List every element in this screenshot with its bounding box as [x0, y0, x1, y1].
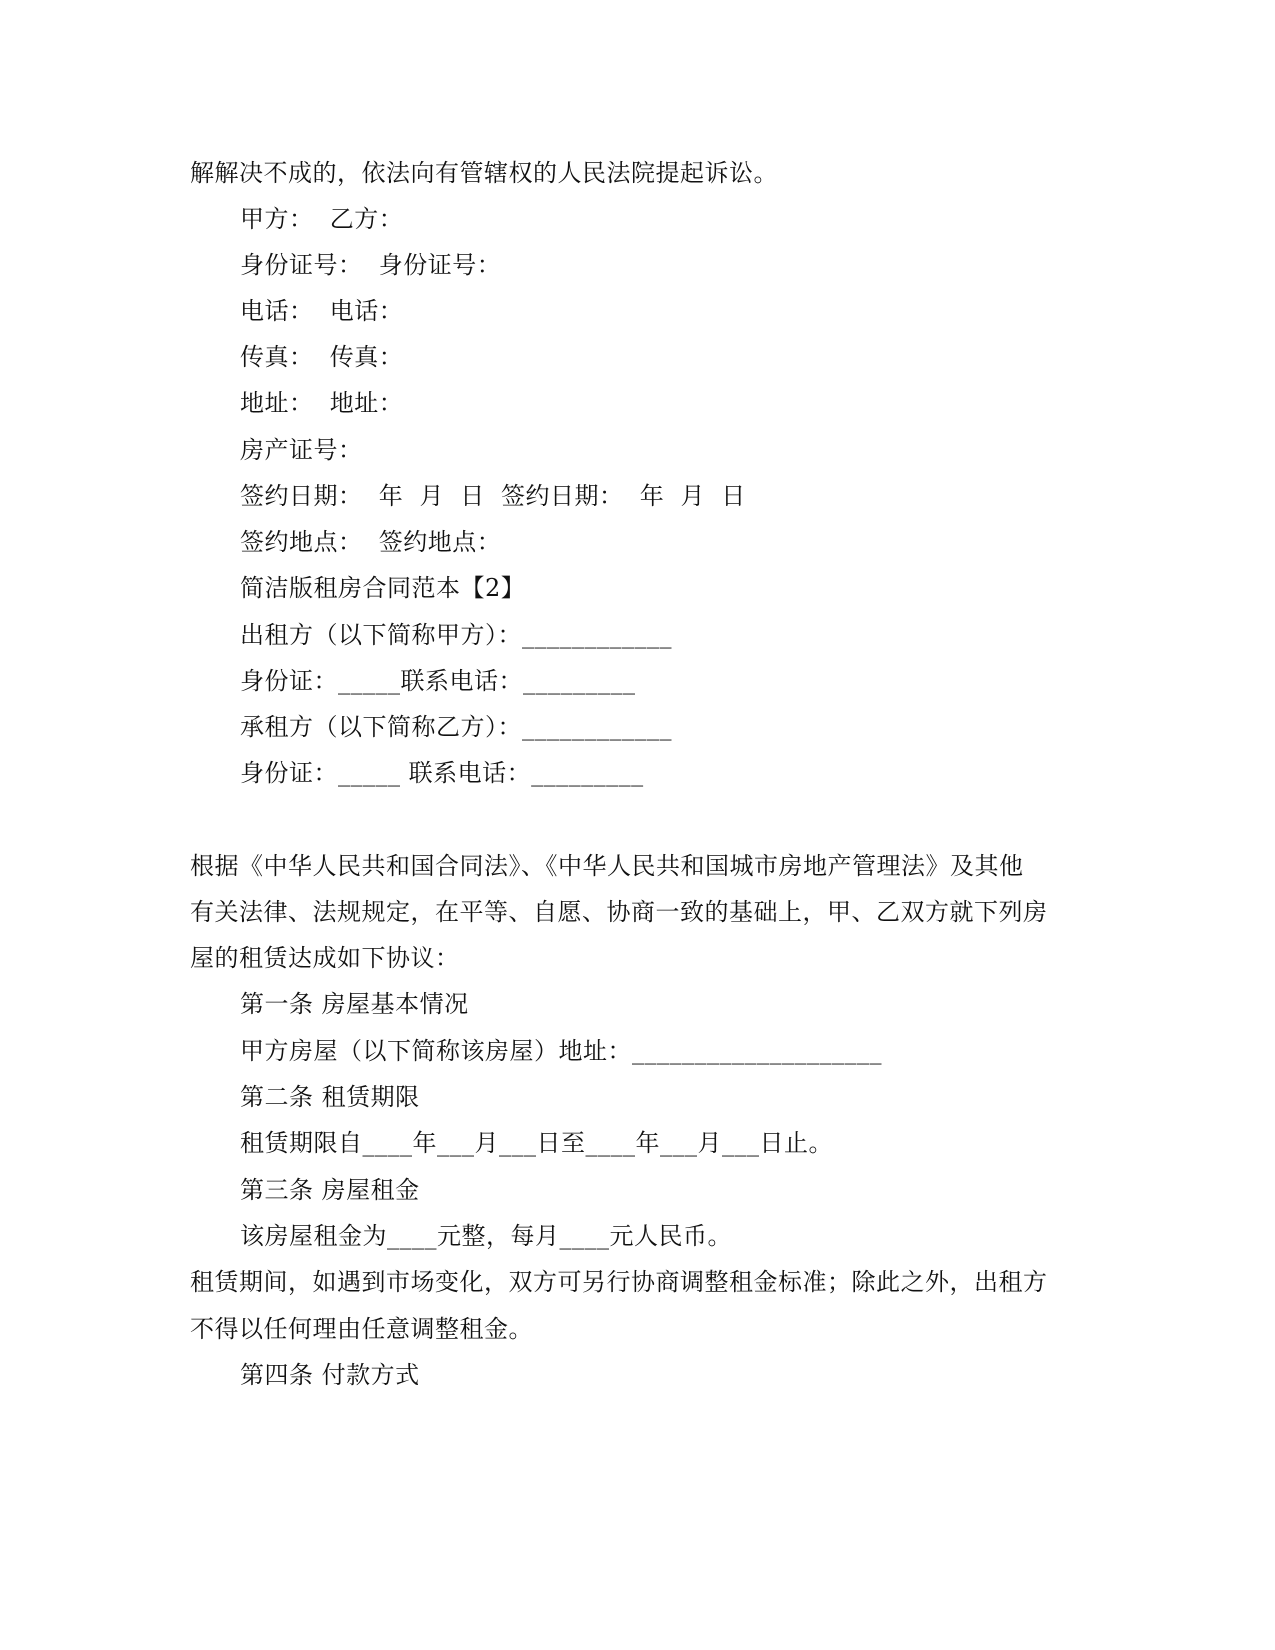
signature-address-line: 地址： 地址： [240, 389, 404, 417]
signing-date-line: 签约日期： 年 月 日 签约日期： 年 月 日 [240, 482, 746, 510]
article-4-heading: 第四条 付款方式 [240, 1361, 420, 1389]
signature-phone-line: 电话： 电话： [240, 297, 404, 325]
section-heading: 简洁版租房合同范本【2】 [240, 574, 526, 602]
article-1-heading: 第一条 房屋基本情况 [240, 990, 469, 1018]
lessor-id-phone-line: 身份证：_____联系电话：_________ [240, 667, 636, 695]
lessee-line: 承租方（以下简称乙方）：____________ [240, 713, 672, 741]
signature-fax-line: 传真： 传真： [240, 343, 404, 371]
article-3-rent-line: 该房屋租金为____元整，每月____元人民币。 [240, 1222, 732, 1250]
lessee-id-phone-line: 身份证：_____ 联系电话：_________ [240, 759, 644, 787]
signature-id-line: 身份证号： 身份证号： [240, 251, 502, 279]
lessor-line: 出租方（以下简称甲方）：____________ [240, 621, 672, 649]
article-1-address-line: 甲方房屋（以下简称该房屋）地址：____________________ [240, 1037, 882, 1065]
preamble-line-3: 屋的租赁达成如下协议： [190, 944, 460, 972]
article-2-heading: 第二条 租赁期限 [240, 1083, 420, 1111]
preamble-line-2: 有关法律、法规规定，在平等、自愿、协商一致的基础上，甲、乙双方就下列房 [190, 898, 1048, 926]
property-cert-line: 房产证号： [240, 436, 363, 464]
signature-party-line: 甲方： 乙方： [240, 205, 404, 233]
paragraph-litigation: 解解决不成的，依法向有管辖权的人民法院提起诉讼。 [190, 159, 778, 187]
article-2-term-line: 租赁期限自____年___月___日至____年___月___日止。 [240, 1129, 833, 1157]
rent-adjust-line-1: 租赁期间，如遇到市场变化，双方可另行协商调整租金标准；除此之外，出租方 [190, 1268, 1048, 1296]
article-3-heading: 第三条 房屋租金 [240, 1176, 420, 1204]
rent-adjust-line-2: 不得以任何理由任意调整租金。 [190, 1315, 533, 1343]
signing-place-line: 签约地点： 签约地点： [240, 528, 502, 556]
preamble-line-1: 根据《中华人民共和国合同法》、《中华人民共和国城市房地产管理法》及其他 [190, 852, 1024, 880]
